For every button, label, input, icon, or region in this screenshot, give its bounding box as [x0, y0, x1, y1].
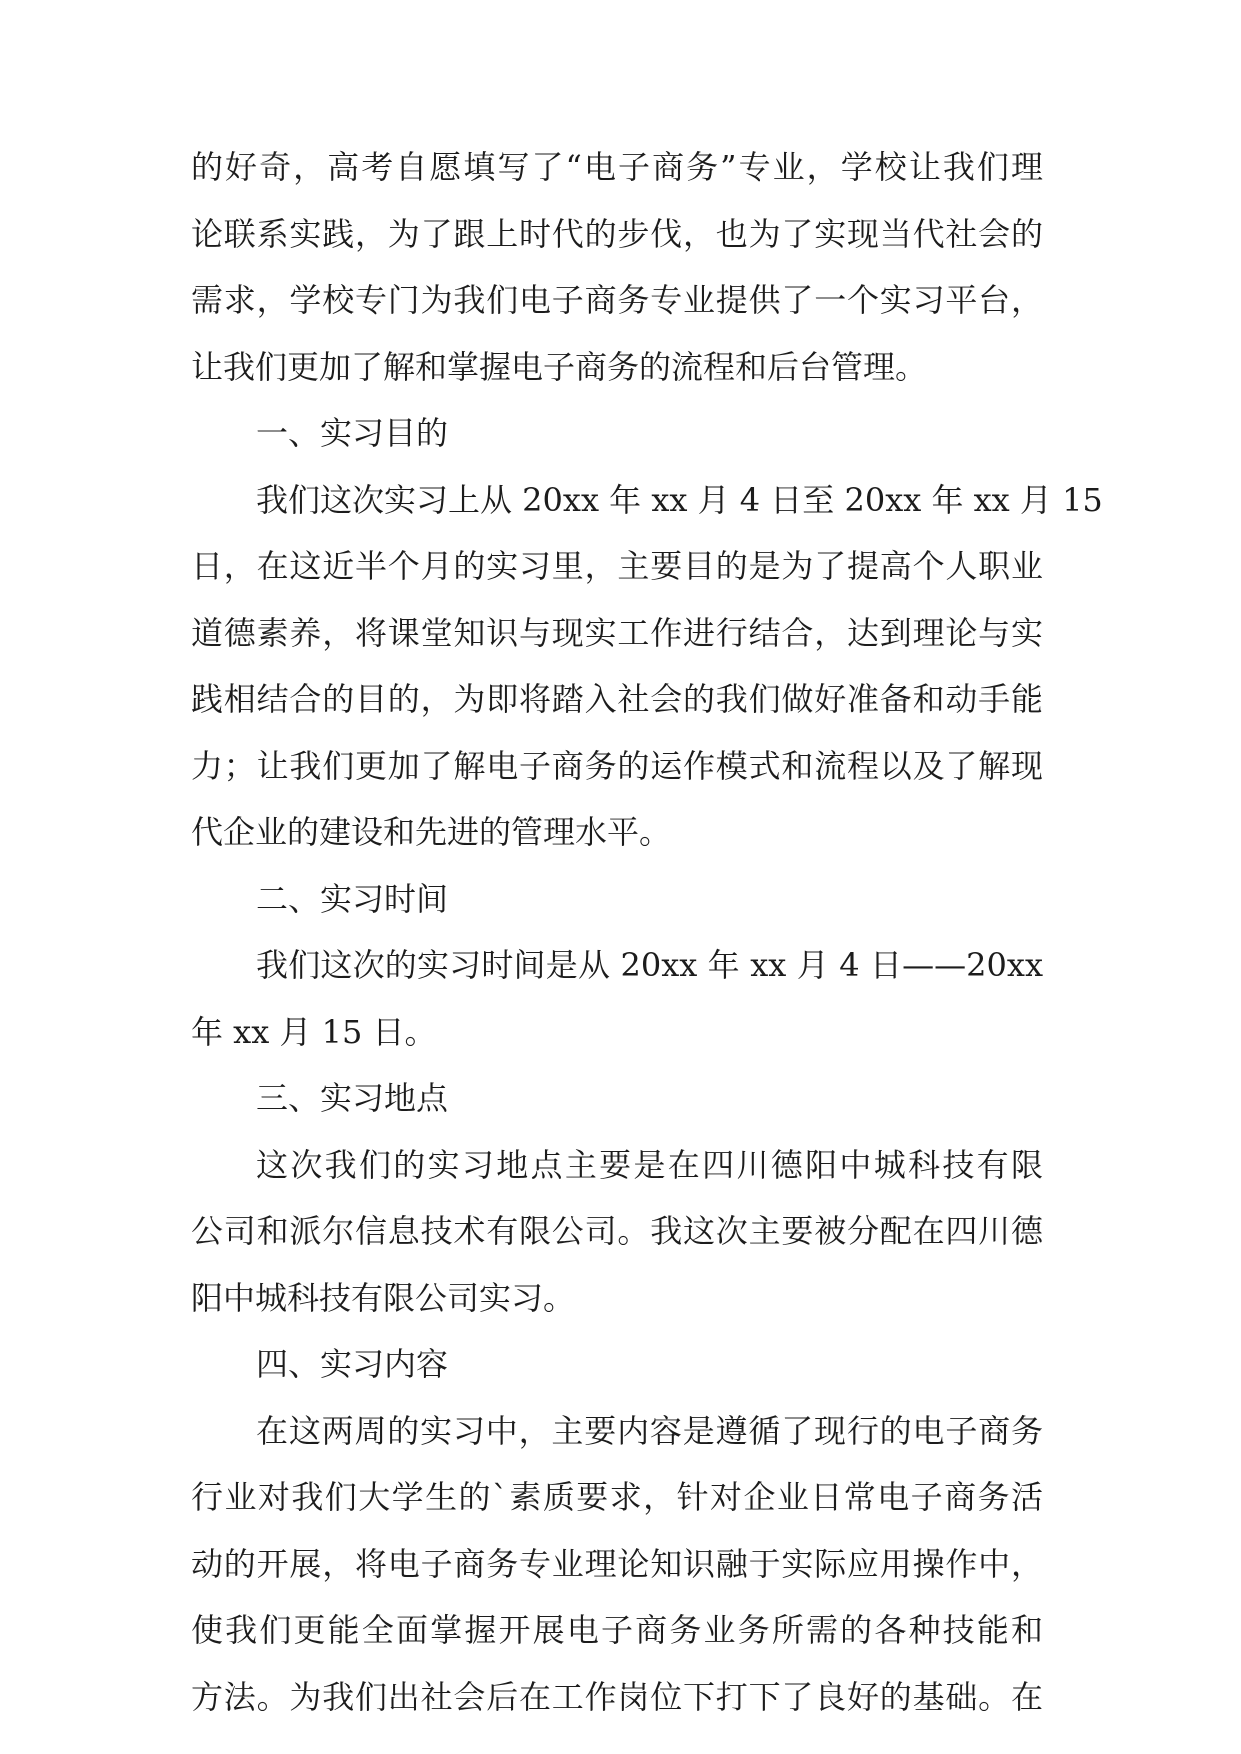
paragraph-line: 力；让我们更加了解电子商务的运作模式和流程以及了解现 [191, 746, 1043, 785]
paragraph-line: 我们这次的实习时间是从 20xx 年 xx 月 4 日——20xx [256, 946, 1043, 984]
paragraph-line: 的好奇，高考自愿填写了“电子商务”专业，学校让我们理 [191, 148, 1043, 186]
paragraph-line: 这次我们的实习地点主要是在四川德阳中城科技有限 [256, 1145, 1043, 1184]
paragraph-line: 让我们更加了解和掌握电子商务的流程和后台管理。 [191, 347, 928, 386]
paragraph-line: 年 xx 月 15 日。 [191, 1012, 437, 1051]
paragraph-line: 行业对我们大学生的`素质要求，针对企业日常电子商务活 [191, 1478, 1043, 1516]
paragraph-line: 道德素养，将课堂知识与现实工作进行结合，达到理论与实 [191, 613, 1043, 652]
paragraph-line: 公司和派尔信息技术有限公司。我这次主要被分配在四川德 [191, 1212, 1043, 1250]
paragraph-line: 论联系实践，为了跟上时代的步伐，也为了实现当代社会的 [191, 214, 1043, 253]
section-heading: 三、实习地点 [256, 1079, 449, 1117]
paragraph-line: 践相结合的目的，为即将踏入社会的我们做好准备和动手能 [191, 680, 1043, 718]
paragraph-line: 方法。为我们出社会后在工作岗位下打下了良好的基础。在 [191, 1677, 1043, 1716]
section-heading: 二、实习时间 [256, 879, 449, 918]
paragraph-line: 需求，学校专门为我们电子商务专业提供了一个实习平台， [191, 281, 1043, 319]
paragraph-line: 阳中城科技有限公司实习。 [191, 1278, 576, 1317]
section-heading: 四、实习内容 [256, 1345, 449, 1383]
paragraph-line: 动的开展，将电子商务专业理论知识融于实际应用操作中， [191, 1544, 1043, 1583]
paragraph-line: 代企业的建设和先进的管理水平。 [191, 813, 672, 851]
paragraph-line: 使我们更能全面掌握开展电子商务业务所需的各种技能和 [191, 1611, 1043, 1649]
paragraph-line: 日，在这近半个月的实习里，主要目的是为了提高个人职业 [191, 547, 1043, 585]
paragraph-line: 在这两周的实习中，主要内容是遵循了现行的电子商务 [256, 1411, 1043, 1450]
section-heading: 一、实习目的 [256, 414, 449, 452]
paragraph-line: 我们这次实习上从 20xx 年 xx 月 4 日至 20xx 年 xx 月 15 [256, 480, 1103, 519]
